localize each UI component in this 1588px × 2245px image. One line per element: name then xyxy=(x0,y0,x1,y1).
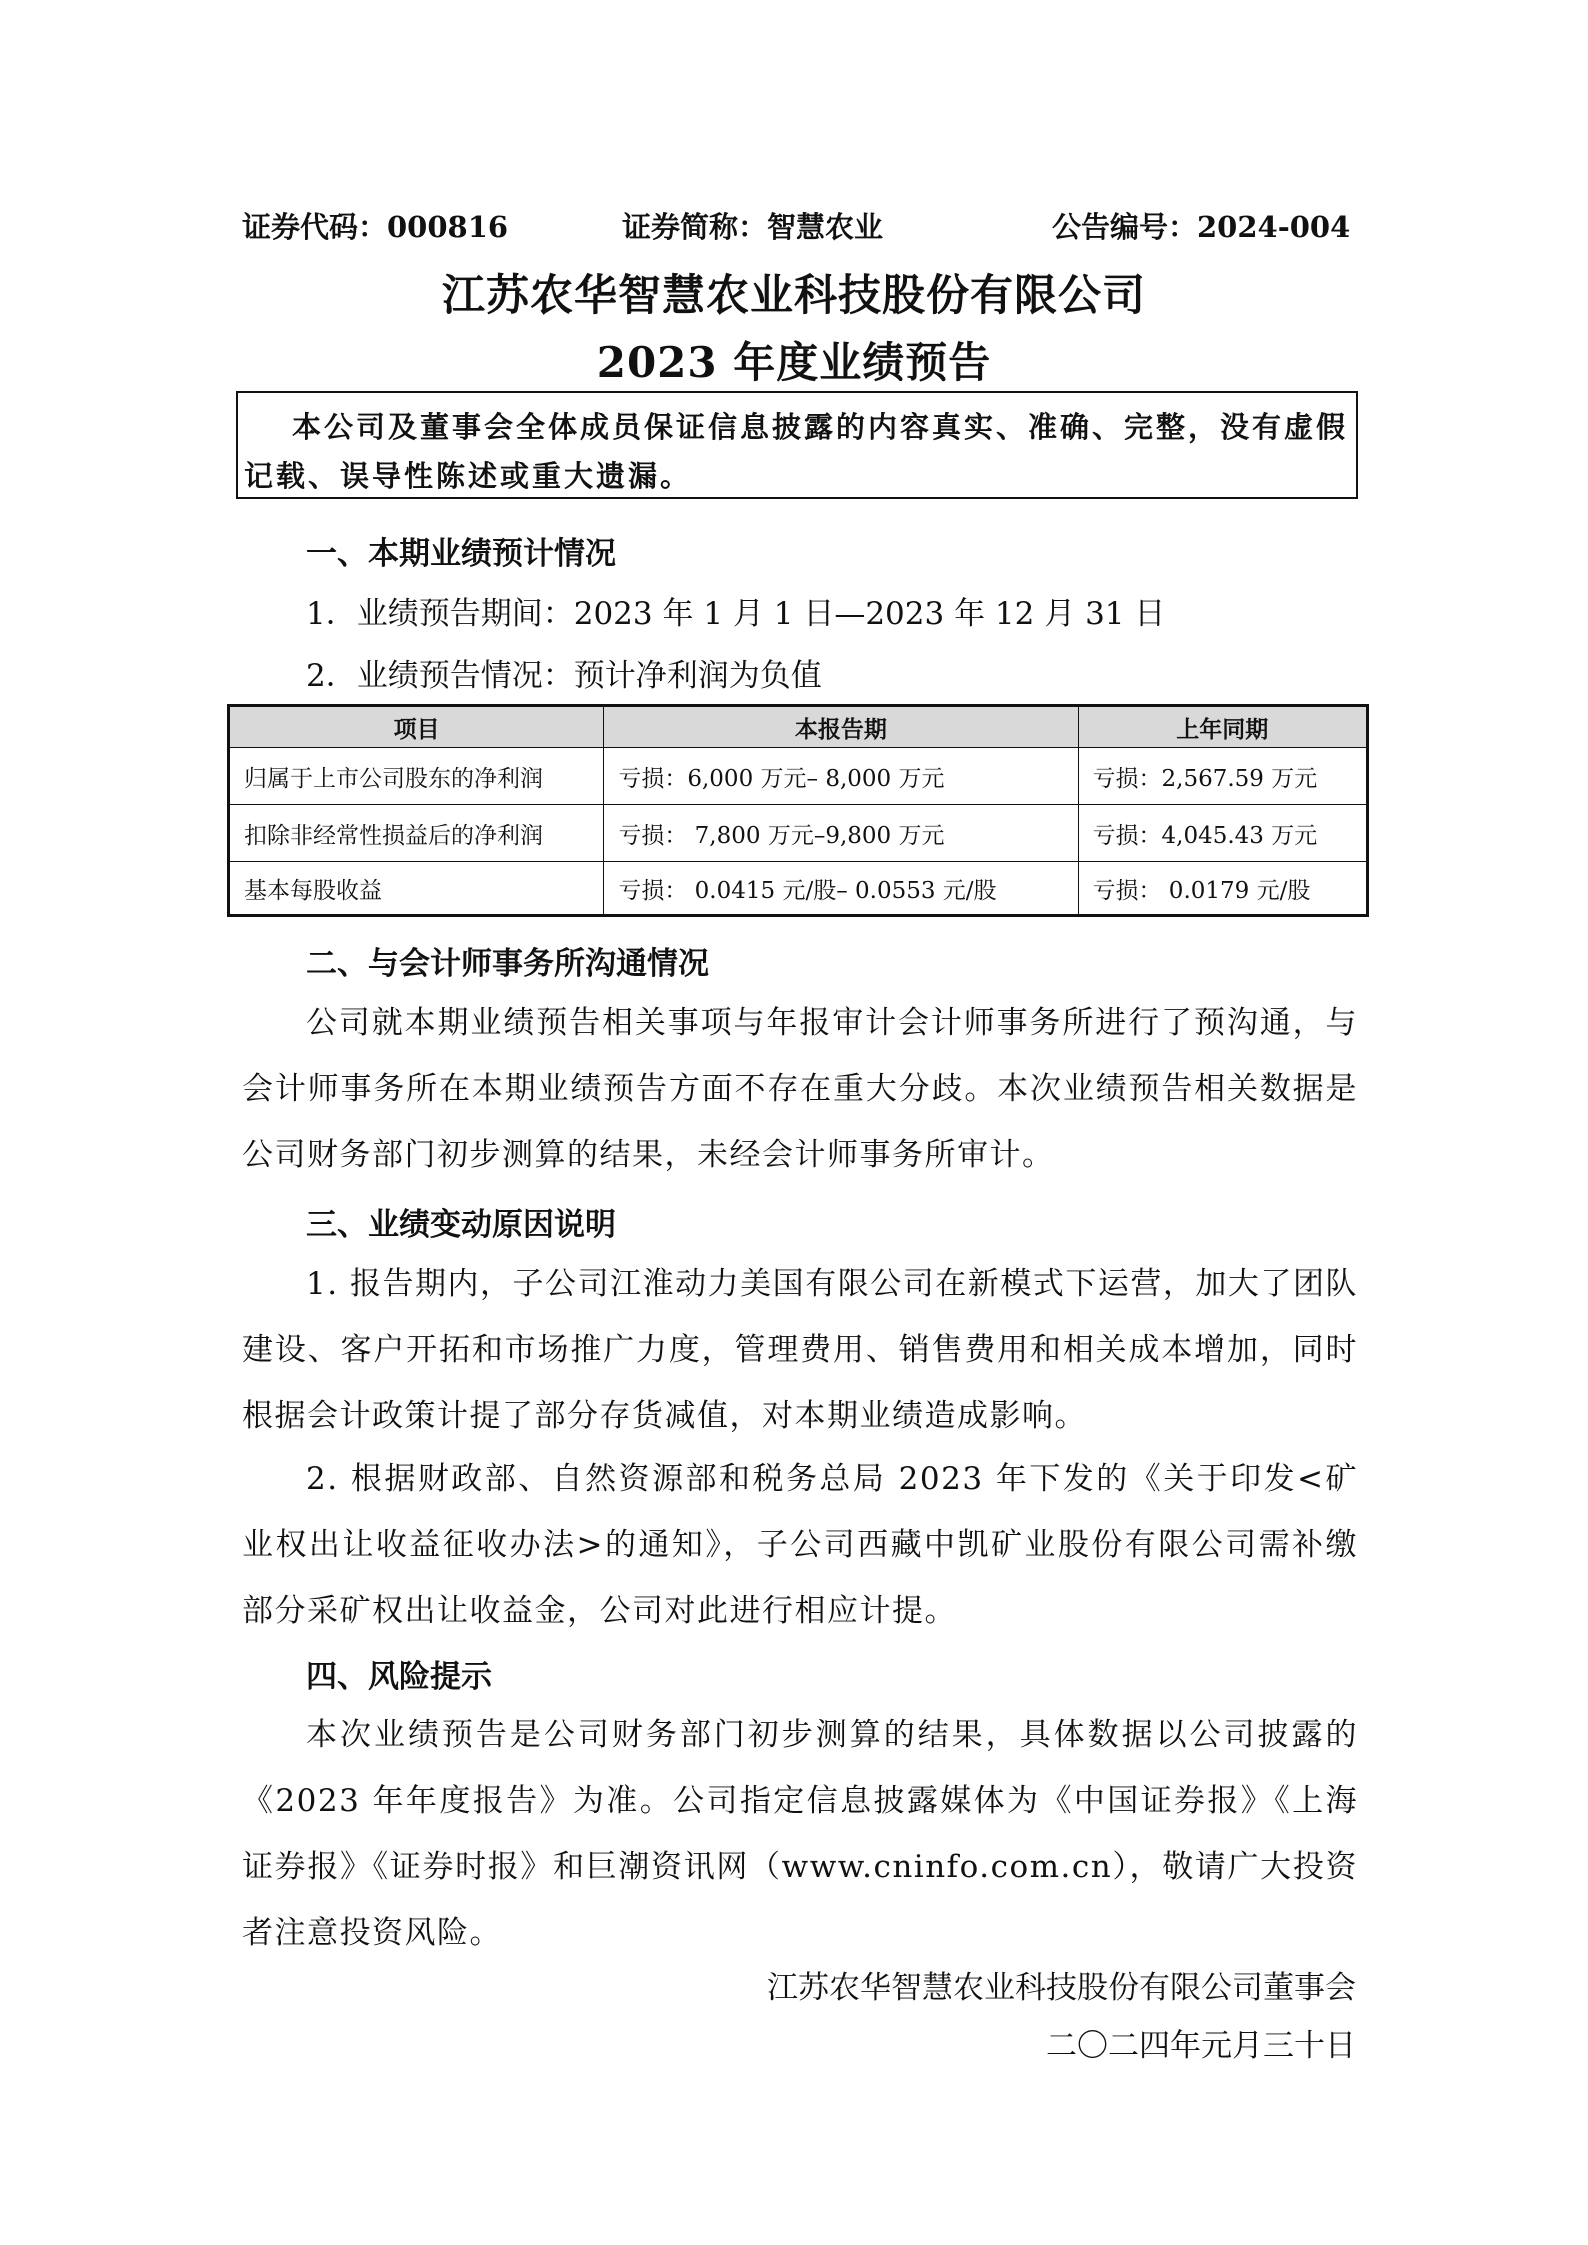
column-header-prior-period: 上年同期 xyxy=(1078,706,1368,748)
disclaimer-notice: 本公司及董事会全体成员保证信息披露的内容真实、准确、完整，没有虚假记载、误导性陈述或重大遗漏。 xyxy=(236,391,1358,499)
stock-abbreviation: 证券简称：智慧农业 xyxy=(622,210,884,244)
table-row xyxy=(229,748,1368,805)
section-title-reasons: 三、业绩变动原因说明 xyxy=(306,1207,616,1243)
section-title-auditor: 二、与会计师事务所沟通情况 xyxy=(306,946,709,982)
table-cell: 归属于上市公司股东的净利润 xyxy=(229,748,604,805)
table-cell: 亏损：4,045.43 万元 xyxy=(1078,805,1368,862)
table-cell: 亏损：2,567.59 万元 xyxy=(1078,748,1368,805)
forecast-status: 2．业绩预告情况：预计净利润为负值 xyxy=(306,658,822,694)
table-row xyxy=(229,805,1368,862)
table-cell: 亏损：6,000 万元– 8,000 万元 xyxy=(604,748,1078,805)
table-row xyxy=(229,862,1368,916)
table-cell: 基本每股收益 xyxy=(229,862,604,916)
risk-warning-text: 本次业绩预告是公司财务部门初步测算的结果，具体数据以公司披露的《2023 年年度报告》为准。公司指定信息披露媒体为《中国证券报》《上海证券报》《证券时报》和巨潮资讯网（www.cninfo.com.cn），敬请广大投资者注意投资风险。 xyxy=(242,1717,1358,1951)
table-cell: 扣除非经常性损益后的净利润 xyxy=(229,805,604,862)
auditor-communication-text: 公司就本期业绩预告相关事项与年报审计会计师事务所进行了预沟通，与会计师事务所在本期业绩预告方面不存在重大分歧。本次业绩预告相关数据是公司财务部门初步测算的结果，未经会计师事务所审计。 xyxy=(242,1005,1358,1173)
forecast-period: 1．业绩预告期间：2023 年 1 月 1 日—2023 年 12 月 31 日 xyxy=(306,596,1166,632)
announcement-header xyxy=(242,205,1351,249)
stock-code: 证券代码：000816 xyxy=(242,210,509,244)
table-cell: 亏损： 0.0415 元/股– 0.0553 元/股 xyxy=(604,862,1078,916)
company-name: 江苏农华智慧农业科技股份有限公司 xyxy=(442,271,1146,321)
reason-paragraph-2: 2. 根据财政部、自然资源部和税务总局 2023 年下发的《关于印发<矿业权出让收益征收办法>的通知》，子公司西藏中凯矿业股份有限公司需补缴部分采矿权出让收益金，公司对此进行相应计提。 xyxy=(242,1461,1358,1629)
signature-date: 二〇二四年元月三十日 xyxy=(1046,2028,1356,2064)
forecast-table xyxy=(227,704,1369,917)
section-title-risk: 四、风险提示 xyxy=(306,1659,492,1695)
column-header-item: 项目 xyxy=(229,706,604,748)
document-title: 2023 年度业绩预告 xyxy=(596,338,992,387)
announcement-number: 公告编号：2024-004 xyxy=(1052,210,1351,244)
reason-paragraph-1: 1. 报告期内，子公司江淮动力美国有限公司在新模式下运营，加大了团队建设、客户开拓和市场推广力度，管理费用、销售费用和相关成本增加，同时根据会计政策计提了部分存货减值，对本期业绩造成影响。 xyxy=(242,1266,1358,1434)
table-cell: 亏损： 0.0179 元/股 xyxy=(1078,862,1368,916)
table-header-row xyxy=(229,706,1368,748)
table-cell: 亏损： 7,800 万元–9,800 万元 xyxy=(604,805,1078,862)
signature-board: 江苏农华智慧农业科技股份有限公司董事会 xyxy=(767,1970,1356,2006)
section-title-forecast: 一、本期业绩预计情况 xyxy=(306,536,616,572)
column-header-current-period: 本报告期 xyxy=(604,706,1078,748)
